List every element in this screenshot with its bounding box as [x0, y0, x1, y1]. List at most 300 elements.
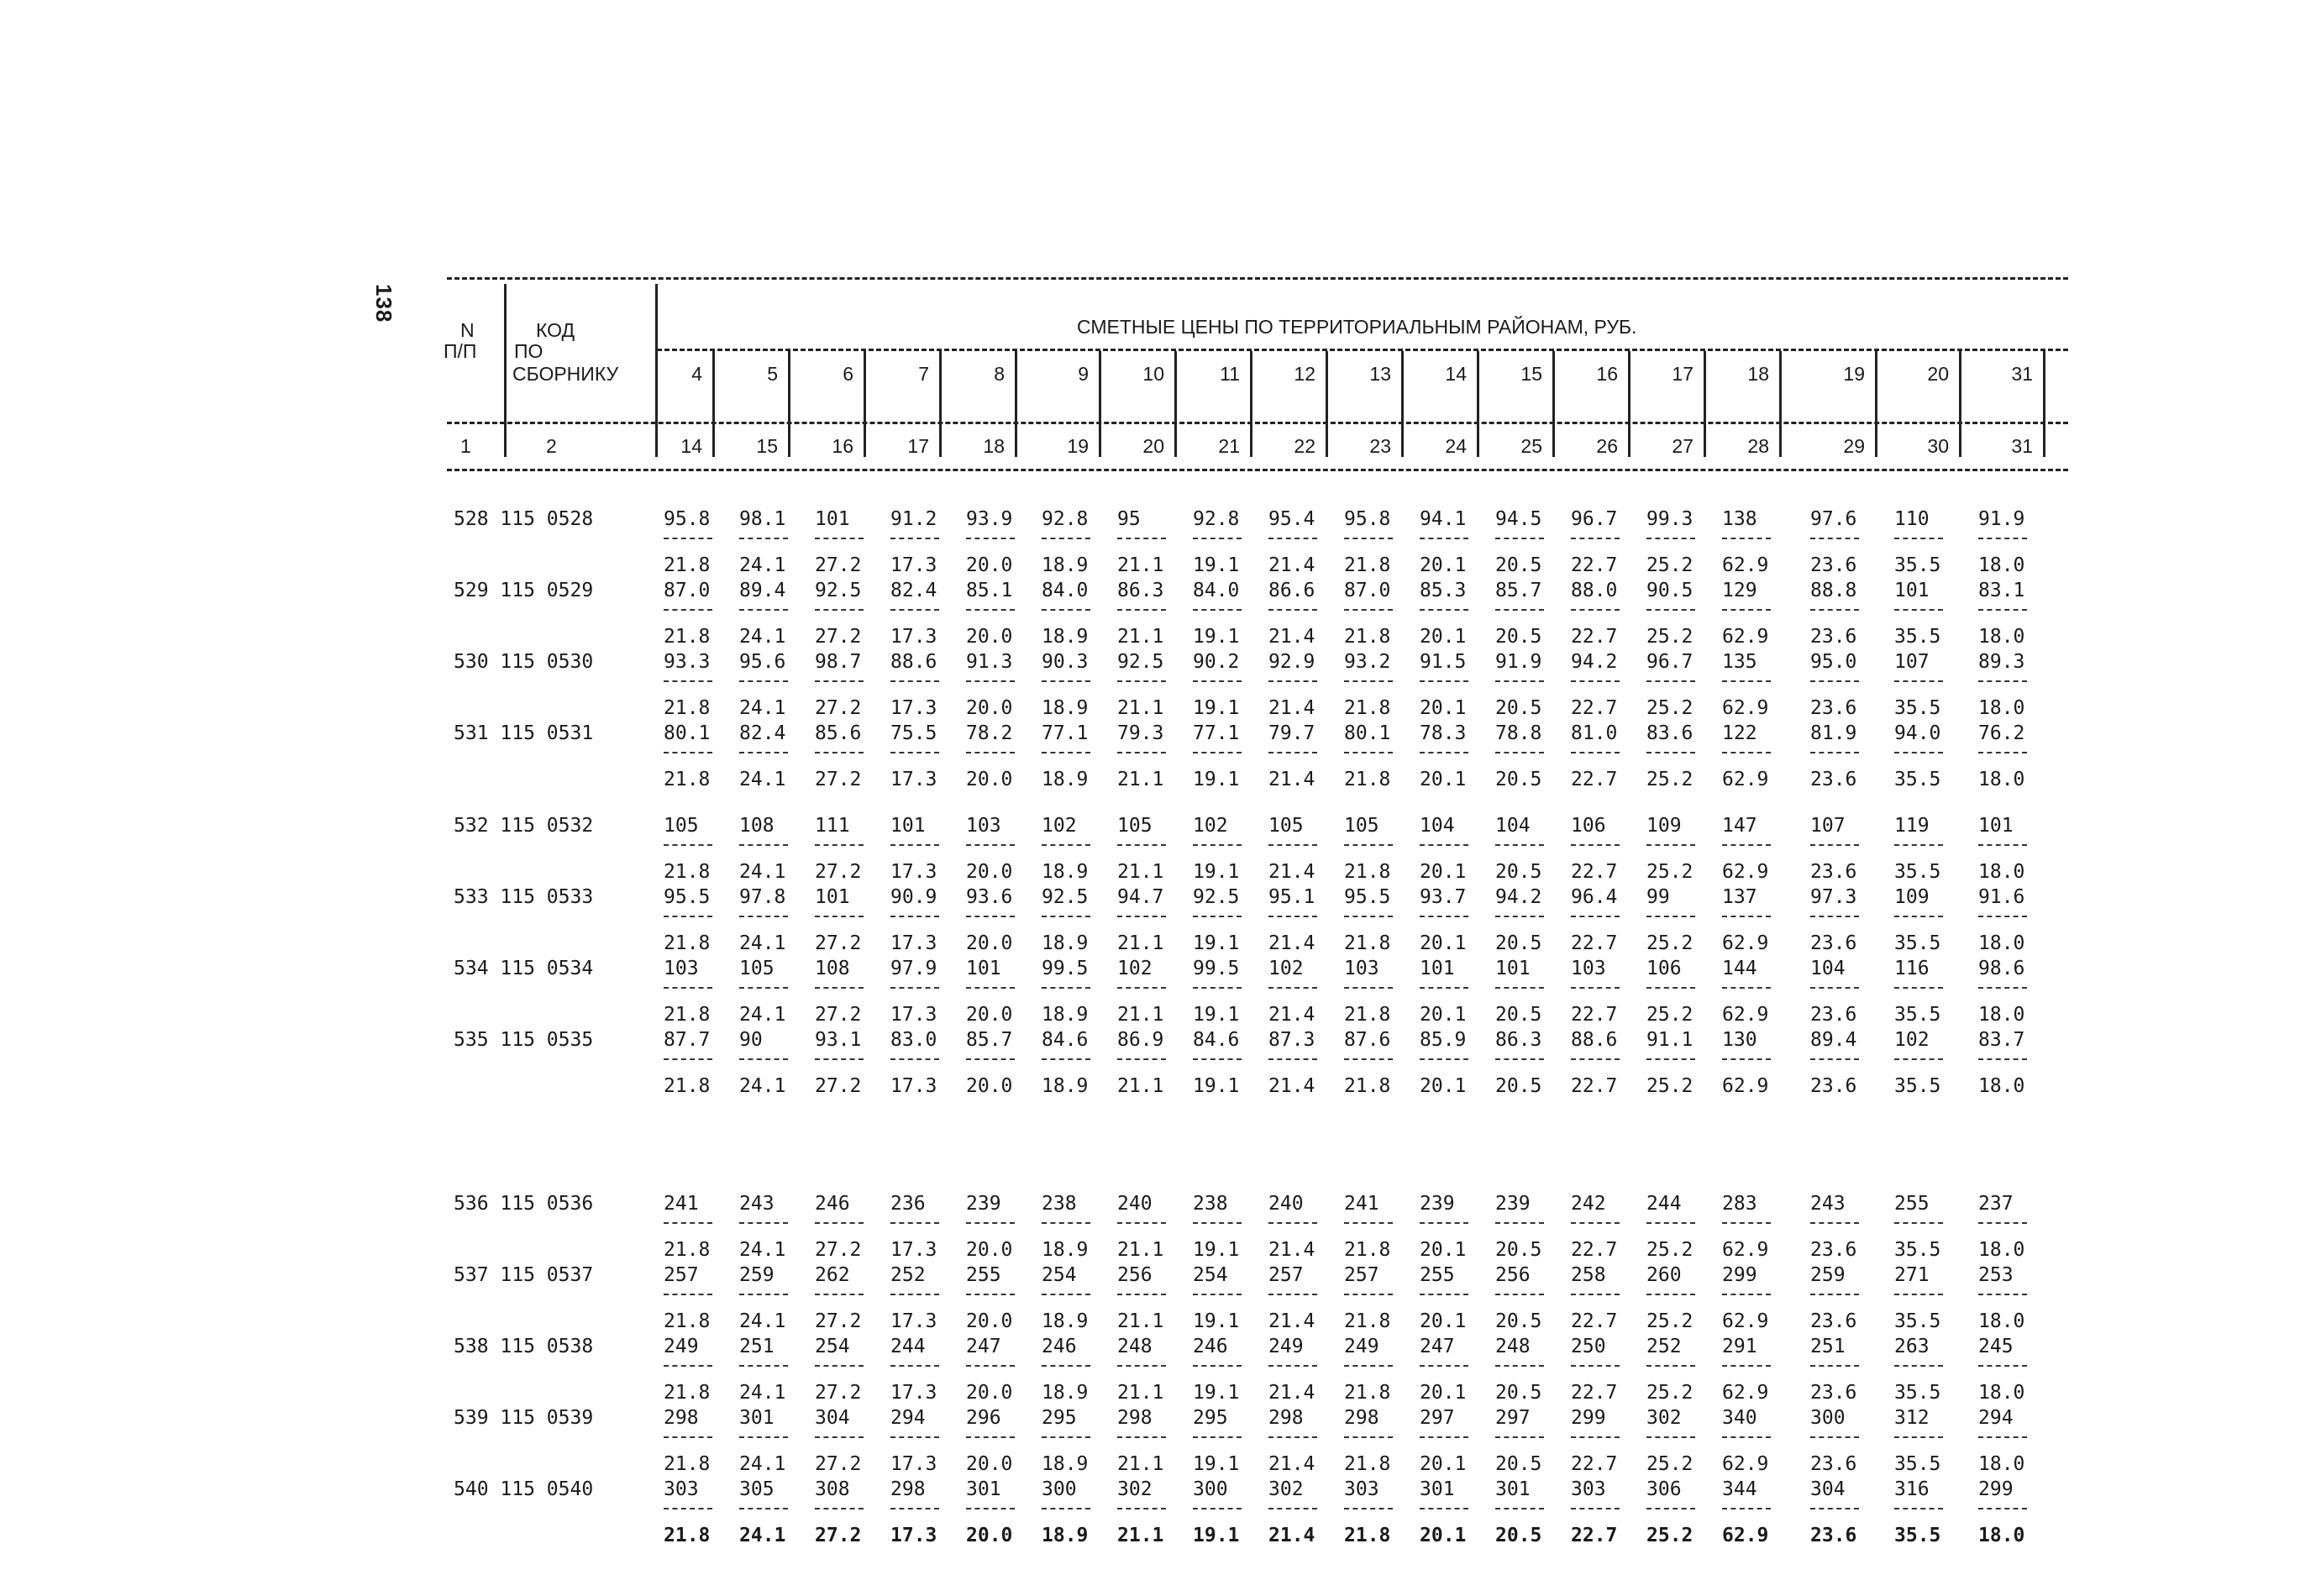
labor-cell: 22.7 — [1571, 626, 1618, 648]
labor-cell: 18.9 — [1042, 1075, 1089, 1097]
fraction-line — [1646, 609, 1695, 611]
labor-cell: 20.0 — [966, 1239, 1013, 1261]
labor-cell: 17.3 — [890, 1453, 937, 1475]
price-cell: 91.6 — [1978, 886, 2025, 908]
price-cell: 303 — [1571, 1478, 1606, 1500]
region-divider — [1099, 351, 1101, 457]
price-cell: 85.6 — [815, 722, 862, 744]
fraction-line — [1810, 916, 1859, 917]
labor-cell: 27.2 — [815, 1525, 862, 1546]
labor-cell: 22.7 — [1571, 1525, 1618, 1546]
price-cell: 95.1 — [1268, 886, 1315, 908]
labor-cell: 21.1 — [1117, 769, 1164, 790]
labor-cell: 18.9 — [1042, 1310, 1089, 1332]
labor-cell: 23.6 — [1810, 1239, 1857, 1261]
row-label-535: 535 115 0535 — [454, 1029, 594, 1051]
fraction-line — [1193, 1222, 1242, 1224]
labor-cell: 19.1 — [1193, 861, 1240, 883]
labor-cell: 20.5 — [1495, 1075, 1542, 1097]
labor-cell: 21.4 — [1268, 1382, 1315, 1404]
numbering-col-30: 30 — [1927, 435, 1949, 457]
labor-cell: 20.1 — [1420, 1239, 1467, 1261]
price-cell: 81.0 — [1571, 722, 1618, 744]
labor-cell: 22.7 — [1571, 1075, 1618, 1097]
price-cell: 107 — [1894, 651, 1930, 673]
labor-cell: 24.1 — [739, 1004, 786, 1026]
labor-cell: 22.7 — [1571, 1453, 1618, 1475]
labor-cell: 20.1 — [1420, 1382, 1467, 1404]
fraction-line — [1117, 609, 1166, 611]
labor-cell: 20.1 — [1420, 1004, 1467, 1026]
labor-cell: 24.1 — [739, 932, 786, 954]
fraction-line — [1646, 1294, 1695, 1295]
row-label-537: 537 115 0537 — [454, 1264, 594, 1286]
price-cell: 85.3 — [1420, 580, 1467, 601]
fraction-line — [1344, 987, 1393, 989]
price-cell: 94.1 — [1420, 508, 1467, 530]
labor-cell: 21.1 — [1117, 1453, 1164, 1475]
labor-cell: 25.2 — [1646, 1004, 1693, 1026]
labor-cell: 22.7 — [1571, 554, 1618, 576]
labor-cell: 18.0 — [1978, 861, 2025, 883]
fraction-line — [1268, 1222, 1317, 1224]
labor-cell: 23.6 — [1810, 1453, 1857, 1475]
labor-cell: 20.0 — [966, 1525, 1013, 1546]
fraction-line — [664, 538, 712, 539]
fraction-line — [739, 752, 788, 753]
fraction-line — [1646, 752, 1695, 753]
labor-cell: 21.8 — [664, 1525, 711, 1546]
price-cell: 101 — [1978, 815, 2014, 837]
labor-cell: 20.0 — [966, 861, 1013, 883]
price-cell: 299 — [1722, 1264, 1757, 1286]
price-cell: 302 — [1117, 1478, 1153, 1500]
fraction-line — [966, 609, 1015, 611]
price-cell: 90.5 — [1646, 580, 1693, 601]
price-cell: 241 — [664, 1193, 699, 1215]
labor-cell: 22.7 — [1571, 1239, 1618, 1261]
fraction-line — [1894, 1222, 1943, 1224]
fraction-line — [890, 1222, 939, 1224]
page-number: 138 — [371, 284, 396, 323]
labor-cell: 18.9 — [1042, 1453, 1089, 1475]
labor-cell: 62.9 — [1722, 1239, 1769, 1261]
labor-cell: 20.0 — [966, 697, 1013, 719]
fraction-line — [1978, 538, 2027, 539]
price-cell: 253 — [1978, 1264, 2014, 1286]
fraction-line — [1495, 1508, 1544, 1509]
region-header-6: 6 — [843, 363, 853, 385]
fraction-line — [966, 1058, 1015, 1060]
fraction-line — [1420, 609, 1468, 611]
region-divider — [1875, 351, 1877, 457]
labor-cell: 35.5 — [1894, 1075, 1941, 1097]
price-cell: 258 — [1571, 1264, 1606, 1286]
fraction-line — [1810, 1294, 1859, 1295]
price-cell: 303 — [1344, 1478, 1379, 1500]
row-label-538: 538 115 0538 — [454, 1336, 594, 1357]
labor-cell: 21.1 — [1117, 1004, 1164, 1026]
price-cell: 299 — [1571, 1407, 1606, 1429]
price-cell: 103 — [664, 958, 699, 979]
fraction-line — [739, 1058, 788, 1060]
fraction-line — [815, 1365, 864, 1367]
fraction-line — [1193, 844, 1242, 846]
labor-cell: 17.3 — [890, 1382, 937, 1404]
price-cell: 98.7 — [815, 651, 862, 673]
price-cell: 82.4 — [739, 722, 786, 744]
price-cell: 109 — [1646, 815, 1682, 837]
price-cell: 246 — [1193, 1336, 1228, 1357]
price-cell: 87.3 — [1268, 1029, 1315, 1051]
fraction-line — [1420, 1508, 1468, 1509]
labor-cell: 35.5 — [1894, 1382, 1941, 1404]
numbering-col-22: 22 — [1294, 435, 1315, 457]
labor-cell: 20.1 — [1420, 932, 1467, 954]
col-code-sublabel-2: СБОРНИКУ — [512, 363, 619, 385]
price-cell: 259 — [739, 1264, 775, 1286]
labor-cell: 21.8 — [664, 1004, 711, 1026]
region-divider — [1779, 351, 1782, 457]
fraction-line — [1042, 609, 1090, 611]
fraction-line — [1268, 987, 1317, 989]
price-cell: 296 — [966, 1407, 1001, 1429]
labor-cell: 21.8 — [664, 769, 711, 790]
col-num-label: N — [460, 319, 475, 341]
numbering-col-18: 18 — [983, 435, 1005, 457]
fraction-line — [1042, 844, 1090, 846]
labor-cell: 17.3 — [890, 697, 937, 719]
fraction-line — [1894, 1508, 1943, 1509]
numbering-col-26: 26 — [1596, 435, 1618, 457]
row-label-528: 528 115 0528 — [454, 508, 594, 530]
fraction-line — [1268, 1436, 1317, 1438]
price-cell: 84.0 — [1042, 580, 1089, 601]
labor-cell: 24.1 — [739, 1239, 786, 1261]
price-cell: 90.9 — [890, 886, 937, 908]
fraction-line — [1722, 916, 1771, 917]
fraction-line — [815, 609, 864, 611]
fraction-line — [1344, 609, 1393, 611]
price-cell: 94.7 — [1117, 886, 1164, 908]
numbering-col-14: 14 — [680, 435, 702, 457]
fraction-line — [1193, 916, 1242, 917]
fraction-line — [1978, 1436, 2027, 1438]
fraction-line — [1978, 987, 2027, 989]
price-cell: 251 — [739, 1336, 775, 1357]
price-cell: 301 — [966, 1478, 1001, 1500]
fraction-line — [1042, 1365, 1090, 1367]
fraction-line — [739, 1436, 788, 1438]
col-num-sublabel: П/П — [444, 340, 477, 362]
labor-cell: 21.4 — [1268, 554, 1315, 576]
fraction-line — [1420, 1058, 1468, 1060]
price-cell: 295 — [1042, 1407, 1077, 1429]
row-label-529: 529 115 0529 — [454, 580, 594, 601]
labor-cell: 21.8 — [1344, 554, 1391, 576]
fraction-line — [1117, 1436, 1166, 1438]
price-cell: 298 — [664, 1407, 699, 1429]
labor-cell: 18.9 — [1042, 861, 1089, 883]
labor-cell: 20.5 — [1495, 1525, 1542, 1546]
fraction-line — [1646, 1436, 1695, 1438]
price-cell: 91.9 — [1495, 651, 1542, 673]
fraction-line — [1344, 1508, 1393, 1509]
numbering-col-17: 17 — [907, 435, 929, 457]
labor-cell: 27.2 — [815, 1239, 862, 1261]
fraction-line — [1571, 538, 1620, 539]
labor-cell: 21.4 — [1268, 697, 1315, 719]
labor-cell: 21.1 — [1117, 861, 1164, 883]
price-cell: 97.9 — [890, 958, 937, 979]
fraction-line — [966, 987, 1015, 989]
fraction-line — [1268, 1058, 1317, 1060]
fraction-line — [1810, 1058, 1859, 1060]
fraction-line — [966, 1222, 1015, 1224]
price-cell: 305 — [739, 1478, 775, 1500]
price-cell: 94.2 — [1495, 886, 1542, 908]
price-cell: 94.0 — [1894, 722, 1941, 744]
labor-cell: 18.0 — [1978, 1310, 2025, 1332]
price-cell: 135 — [1722, 651, 1757, 673]
price-cell: 86.9 — [1117, 1029, 1164, 1051]
price-cell: 92.8 — [1042, 508, 1089, 530]
labor-cell: 21.8 — [1344, 1239, 1391, 1261]
fraction-line — [890, 1058, 939, 1060]
labor-cell: 23.6 — [1810, 1382, 1857, 1404]
labor-cell: 25.2 — [1646, 861, 1693, 883]
fraction-line — [1571, 916, 1620, 917]
fraction-line — [1495, 987, 1544, 989]
price-cell: 80.1 — [1344, 722, 1391, 744]
price-cell: 236 — [890, 1193, 926, 1215]
price-cell: 243 — [1810, 1193, 1846, 1215]
fraction-line — [1495, 1436, 1544, 1438]
price-cell: 101 — [1894, 580, 1930, 601]
price-cell: 76.2 — [1978, 722, 2025, 744]
fraction-line — [1894, 1365, 1943, 1367]
labor-cell: 21.8 — [1344, 1075, 1391, 1097]
labor-cell: 25.2 — [1646, 769, 1693, 790]
labor-cell: 62.9 — [1722, 769, 1769, 790]
row-label-534: 534 115 0534 — [454, 958, 594, 979]
fraction-line — [890, 538, 939, 539]
fraction-line — [1117, 1365, 1166, 1367]
price-cell: 245 — [1978, 1336, 2014, 1357]
labor-cell: 62.9 — [1722, 932, 1769, 954]
price-cell: 91.5 — [1420, 651, 1467, 673]
price-cell: 304 — [815, 1407, 850, 1429]
price-cell: 84.0 — [1193, 580, 1240, 601]
price-cell: 130 — [1722, 1029, 1757, 1051]
price-cell: 238 — [1042, 1193, 1077, 1215]
labor-cell: 25.2 — [1646, 1453, 1693, 1475]
header-divider-1 — [504, 284, 507, 457]
fraction-line — [1117, 1058, 1166, 1060]
labor-cell: 20.5 — [1495, 1004, 1542, 1026]
fraction-line — [1571, 680, 1620, 682]
labor-cell: 20.1 — [1420, 1525, 1467, 1546]
fraction-line — [1810, 752, 1859, 753]
fraction-line — [890, 680, 939, 682]
labor-cell: 27.2 — [815, 769, 862, 790]
price-cell: 244 — [1646, 1193, 1682, 1215]
numbering-col-28: 28 — [1747, 435, 1769, 457]
fraction-line — [1810, 1222, 1859, 1224]
labor-cell: 25.2 — [1646, 1075, 1693, 1097]
labor-cell: 23.6 — [1810, 626, 1857, 648]
price-cell: 78.8 — [1495, 722, 1542, 744]
fraction-line — [1722, 752, 1771, 753]
fraction-line — [1117, 1508, 1166, 1509]
labor-cell: 24.1 — [739, 861, 786, 883]
price-cell: 256 — [1495, 1264, 1531, 1286]
price-cell: 79.3 — [1117, 722, 1164, 744]
fraction-line — [1042, 1058, 1090, 1060]
fraction-line — [1420, 1294, 1468, 1295]
labor-cell: 23.6 — [1810, 1525, 1857, 1546]
labor-cell: 21.4 — [1268, 932, 1315, 954]
labor-cell: 21.8 — [664, 554, 711, 576]
fraction-line — [890, 1294, 939, 1295]
price-cell: 239 — [1420, 1193, 1455, 1215]
labor-cell: 22.7 — [1571, 697, 1618, 719]
fraction-line — [890, 609, 939, 611]
fraction-line — [966, 844, 1015, 846]
price-cell: 79.7 — [1268, 722, 1315, 744]
price-cell: 84.6 — [1042, 1029, 1089, 1051]
labor-cell: 25.2 — [1646, 554, 1693, 576]
price-cell: 99.5 — [1042, 958, 1089, 979]
labor-cell: 21.1 — [1117, 1382, 1164, 1404]
fraction-line — [1978, 609, 2027, 611]
fraction-line — [966, 1508, 1015, 1509]
numbering-col-25: 25 — [1520, 435, 1542, 457]
fraction-line — [1646, 1058, 1695, 1060]
fraction-line — [1646, 916, 1695, 917]
labor-cell: 18.0 — [1978, 554, 2025, 576]
labor-cell: 21.4 — [1268, 1004, 1315, 1026]
fraction-line — [815, 680, 864, 682]
price-cell: 302 — [1268, 1478, 1304, 1500]
fraction-line — [1978, 1058, 2027, 1060]
labor-cell: 62.9 — [1722, 554, 1769, 576]
price-cell: 246 — [815, 1193, 850, 1215]
price-cell: 242 — [1571, 1193, 1606, 1215]
labor-cell: 35.5 — [1894, 932, 1941, 954]
price-cell: 239 — [1495, 1193, 1531, 1215]
fraction-line — [1268, 1294, 1317, 1295]
price-cell: 89.4 — [739, 580, 786, 601]
fraction-line — [1722, 538, 1771, 539]
price-cell: 77.1 — [1193, 722, 1240, 744]
fraction-line — [1722, 1294, 1771, 1295]
price-cell: 255 — [1894, 1193, 1930, 1215]
labor-cell: 20.1 — [1420, 1453, 1467, 1475]
price-cell: 111 — [815, 815, 850, 837]
fraction-line — [1344, 1222, 1393, 1224]
fraction-line — [1420, 680, 1468, 682]
labor-cell: 21.8 — [1344, 1525, 1391, 1546]
price-cell: 252 — [1646, 1336, 1682, 1357]
labor-cell: 23.6 — [1810, 1075, 1857, 1097]
fraction-line — [1495, 752, 1544, 753]
price-cell: 247 — [966, 1336, 1001, 1357]
labor-cell: 19.1 — [1193, 769, 1240, 790]
price-cell: 85.7 — [966, 1029, 1013, 1051]
fraction-line — [1722, 680, 1771, 682]
price-cell: 89.4 — [1810, 1029, 1857, 1051]
price-cell: 103 — [1344, 958, 1379, 979]
fraction-line — [1646, 538, 1695, 539]
labor-cell: 21.8 — [1344, 1382, 1391, 1404]
fraction-line — [1722, 987, 1771, 989]
labor-cell: 27.2 — [815, 1310, 862, 1332]
labor-cell: 21.8 — [1344, 626, 1391, 648]
labor-cell: 18.9 — [1042, 1382, 1089, 1404]
fraction-line — [890, 1436, 939, 1438]
labor-cell: 24.1 — [739, 1075, 786, 1097]
price-cell: 262 — [815, 1264, 850, 1286]
labor-cell: 25.2 — [1646, 697, 1693, 719]
price-cell: 92.5 — [1193, 886, 1240, 908]
price-cell: 257 — [1344, 1264, 1379, 1286]
price-cell: 255 — [1420, 1264, 1455, 1286]
price-cell: 254 — [1193, 1264, 1228, 1286]
fraction-line — [966, 680, 1015, 682]
price-cell: 246 — [1042, 1336, 1077, 1357]
fraction-line — [1420, 844, 1468, 846]
price-cell: 301 — [1420, 1478, 1455, 1500]
fraction-line — [1042, 916, 1090, 917]
fraction-line — [1722, 844, 1771, 846]
price-cell: 91.9 — [1978, 508, 2025, 530]
price-cell: 239 — [966, 1193, 1001, 1215]
fraction-line — [890, 1508, 939, 1509]
labor-cell: 62.9 — [1722, 1382, 1769, 1404]
numbering-col-15: 15 — [756, 435, 778, 457]
price-cell: 88.8 — [1810, 580, 1857, 601]
fraction-line — [1722, 1436, 1771, 1438]
labor-cell: 21.1 — [1117, 697, 1164, 719]
labor-cell: 21.1 — [1117, 626, 1164, 648]
row-label-540: 540 115 0540 — [454, 1478, 594, 1500]
labor-cell: 27.2 — [815, 1004, 862, 1026]
labor-cell: 18.0 — [1978, 932, 2025, 954]
price-cell: 88.0 — [1571, 580, 1618, 601]
price-cell: 91.3 — [966, 651, 1013, 673]
labor-cell: 22.7 — [1571, 1382, 1618, 1404]
region-header-5: 5 — [767, 363, 778, 385]
fraction-line — [1344, 916, 1393, 917]
numbering-col-21: 21 — [1218, 435, 1240, 457]
fraction-line — [1894, 609, 1943, 611]
price-cell: 101 — [966, 958, 1001, 979]
fraction-line — [1571, 987, 1620, 989]
price-cell: 340 — [1722, 1407, 1757, 1429]
labor-cell: 19.1 — [1193, 1310, 1240, 1332]
price-cell: 78.2 — [966, 722, 1013, 744]
price-cell: 92.8 — [1193, 508, 1240, 530]
fraction-line — [664, 1365, 712, 1367]
labor-cell: 62.9 — [1722, 1453, 1769, 1475]
labor-cell: 24.1 — [739, 1310, 786, 1332]
labor-cell: 21.4 — [1268, 1075, 1315, 1097]
labor-cell: 62.9 — [1722, 1310, 1769, 1332]
fraction-line — [1193, 1508, 1242, 1509]
fraction-line — [1117, 1222, 1166, 1224]
labor-cell: 18.0 — [1978, 1382, 2025, 1404]
